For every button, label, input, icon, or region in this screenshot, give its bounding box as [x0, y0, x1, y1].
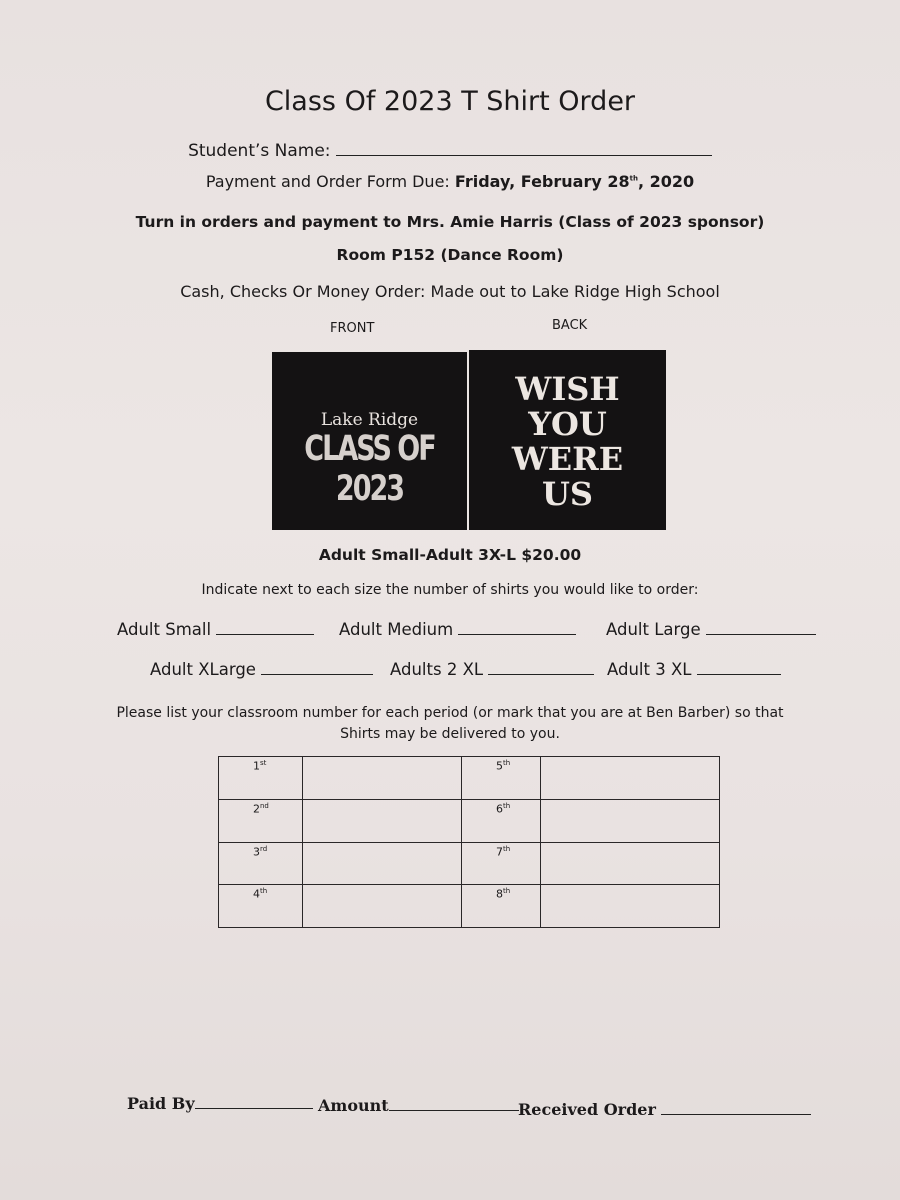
amount-label: Amount — [318, 1096, 389, 1115]
period-room-field[interactable] — [303, 885, 462, 928]
front-label: FRONT — [330, 321, 375, 336]
size-instructions: Indicate next to each size the number of shirts you would like to order: — [201, 582, 699, 598]
table-row — [219, 885, 720, 928]
size-adult-large: Adult Large — [606, 620, 816, 639]
received-order-row — [518, 1100, 811, 1119]
payment-methods: Cash, Checks Or Money Order: Made out to Lake Ridge High School — [180, 282, 720, 301]
period-room-field[interactable] — [303, 757, 462, 800]
student-name-field[interactable] — [336, 141, 712, 156]
qty-adult-small-field[interactable] — [216, 620, 314, 635]
period-room-field[interactable] — [303, 842, 462, 885]
qty-adult-xlarge-field[interactable] — [261, 660, 373, 675]
price-line: Adult Small-Adult 3X-L $20.00 — [318, 546, 582, 564]
period-label: 6th — [462, 799, 541, 842]
period-table — [218, 756, 720, 928]
student-name-label: Student’s Name: — [188, 141, 331, 161]
front-school-name: Lake Ridge — [320, 410, 419, 430]
qty-adult-medium-field[interactable] — [458, 620, 576, 635]
shirt-back-design — [469, 350, 666, 530]
period-room-field[interactable] — [303, 799, 462, 842]
period-label: 2nd — [219, 799, 303, 842]
period-label: 4th — [219, 885, 303, 928]
due-date-row — [0, 172, 900, 191]
room-info: Room P152 (Dance Room) — [336, 246, 564, 264]
size-adult-medium: Adult Medium — [339, 620, 576, 639]
size-adult-3xl: Adult 3 XL — [607, 660, 781, 679]
size-adult-2xl: Adults 2 XL — [390, 660, 594, 679]
size-adult-small: Adult Small — [117, 620, 314, 639]
period-label: 8th — [462, 885, 541, 928]
classroom-instructions: Please list your classroom number for each period (or mark that you are at Ben Barber) so that Shirts may be delivered to you. — [116, 705, 784, 742]
student-name-row — [0, 141, 900, 161]
period-label: 5th — [462, 757, 541, 800]
back-slogan: WISH YOU WERE US — [511, 370, 624, 513]
table-row — [219, 799, 720, 842]
shirt-front-design — [272, 352, 467, 530]
paid-by-row — [127, 1094, 313, 1113]
front-class-year: CLASS OF 2023 — [304, 428, 435, 510]
turn-in-instructions: Turn in orders and payment to Mrs. Amie Harris (Class of 2023 sponsor) — [135, 213, 765, 231]
received-order-field[interactable] — [661, 1100, 811, 1115]
paid-by-label: Paid By — [127, 1094, 195, 1113]
period-room-field[interactable] — [541, 757, 720, 800]
period-room-field[interactable] — [541, 799, 720, 842]
received-order-label: Received Order — [518, 1100, 656, 1119]
due-date: Friday, February 28th, 2020 — [454, 172, 695, 191]
period-label: 3rd — [219, 842, 303, 885]
table-row — [219, 757, 720, 800]
period-room-field[interactable] — [541, 885, 720, 928]
qty-adult-large-field[interactable] — [706, 620, 816, 635]
period-room-field[interactable] — [541, 842, 720, 885]
form-title: Class Of 2023 T Shirt Order — [264, 86, 636, 117]
size-adult-xlarge: Adult XLarge — [150, 660, 373, 679]
table-row — [219, 842, 720, 885]
due-label: Payment and Order Form Due: — [205, 172, 450, 191]
period-label: 1st — [219, 757, 303, 800]
qty-adult-2xl-field[interactable] — [488, 660, 594, 675]
amount-row — [318, 1096, 519, 1115]
period-label: 7th — [462, 842, 541, 885]
amount-field[interactable] — [389, 1096, 519, 1111]
back-label: BACK — [552, 318, 588, 333]
paid-by-field[interactable] — [195, 1094, 313, 1109]
qty-adult-3xl-field[interactable] — [697, 660, 781, 675]
